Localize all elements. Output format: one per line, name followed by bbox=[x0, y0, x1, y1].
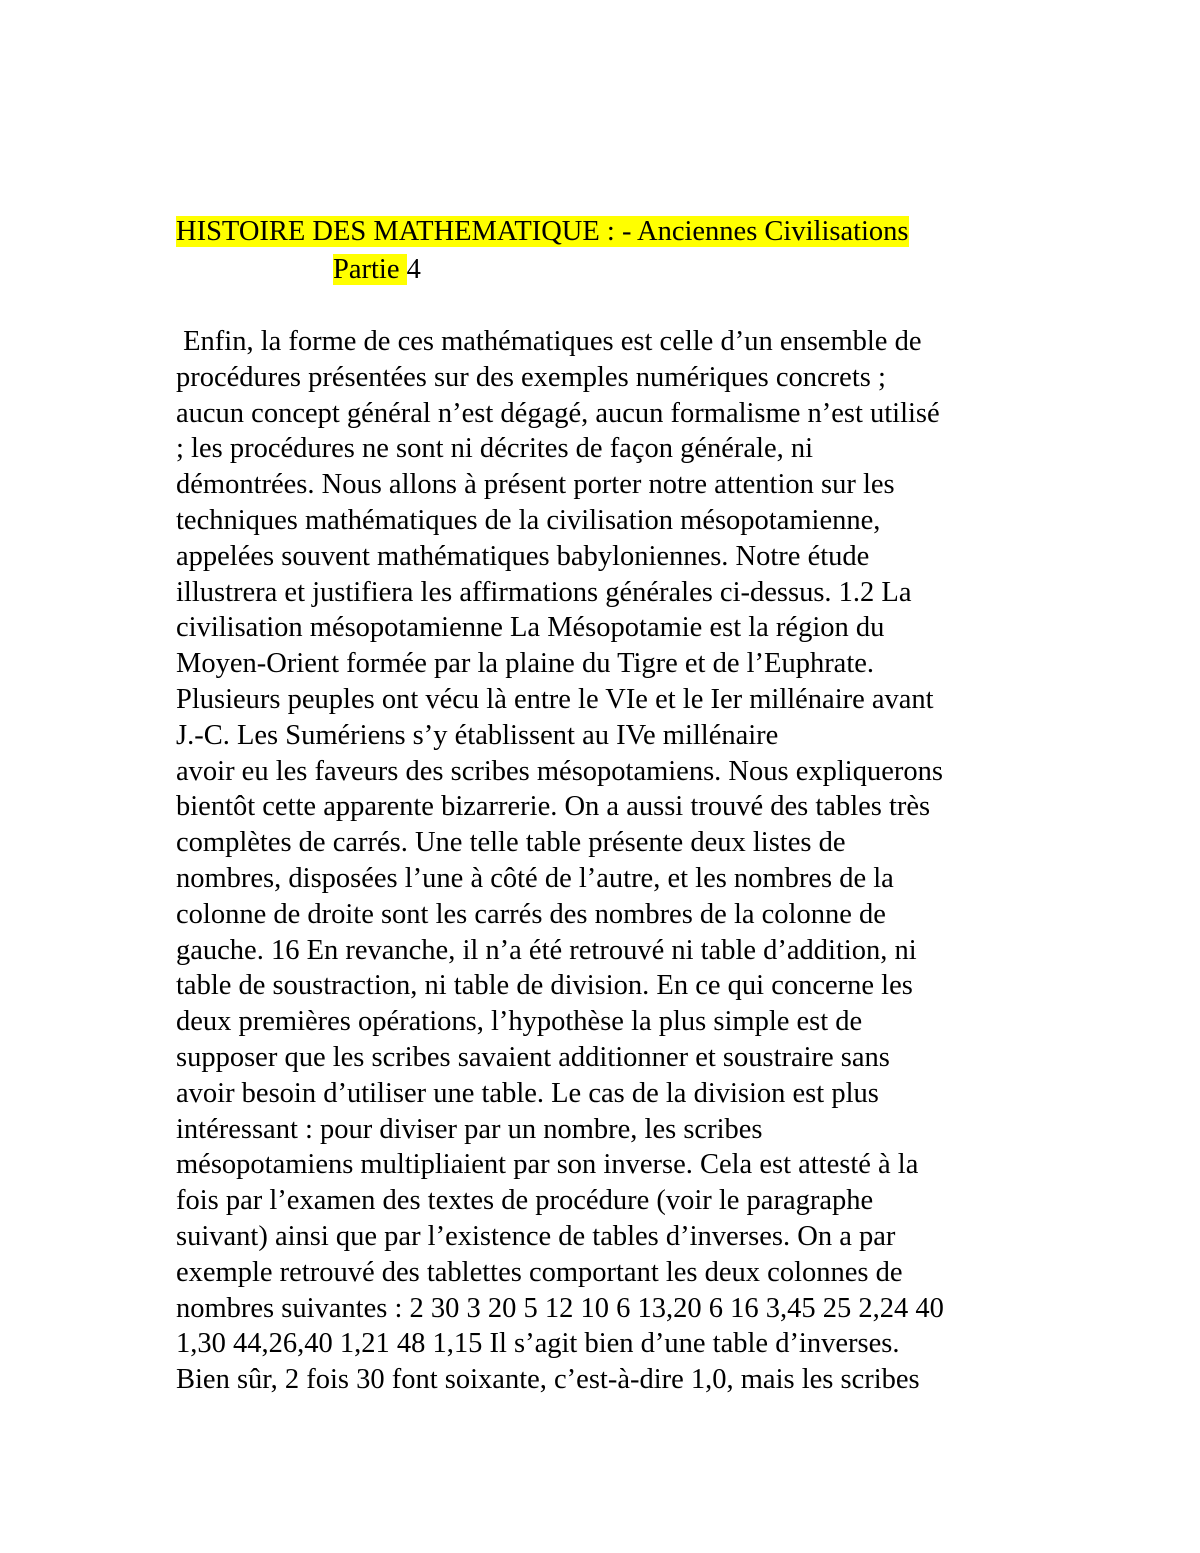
body-line: colonne de droite sont les carrés des nombres de la colonne de bbox=[176, 898, 886, 930]
body-line: aucun concept général n’est dégagé, aucun formalisme n’est utilisé bbox=[176, 397, 940, 429]
body-line: appelées souvent mathématiques babyloniennes. Notre étude bbox=[176, 540, 870, 572]
body-line: ; les procédures ne sont ni décrites de façon générale, ni bbox=[176, 433, 814, 465]
body-line: 1,30 44,26,40 1,21 48 1,15 Il s’agit bien d’une table d’inverses. bbox=[176, 1328, 900, 1360]
body-line: deux premières opérations, l’hypothèse la plus simple est de bbox=[176, 1006, 863, 1038]
body-line: procédures présentées sur des exemples numériques concrets ; bbox=[176, 361, 886, 393]
body-line: Plusieurs peuples ont vécu là entre le VIe et le Ier millénaire avant bbox=[176, 683, 934, 715]
body-line: mésopotamiens multipliaient par son inverse. Cela est attesté à la bbox=[176, 1149, 919, 1181]
body-line: intéressant : pour diviser par un nombre, les scribes bbox=[176, 1113, 763, 1145]
body-line: J.-C. Les Sumériens s’y établissent au IVe millénaire bbox=[176, 719, 779, 751]
subtitle-part-number: 4 bbox=[406, 254, 421, 285]
body-line: table de soustraction, ni table de division. En ce qui concerne les bbox=[176, 970, 913, 1002]
title-highlight: HISTOIRE DES MATHEMATIQUE : - Anciennes Civilisations bbox=[176, 216, 909, 247]
body-line: nombres, disposées l’une à côté de l’autre, et les nombres de la bbox=[176, 862, 894, 894]
body-line: illustrera et justifiera les affirmations générales ci-dessus. 1.2 La bbox=[176, 576, 912, 608]
body-line: Enfin, la forme de ces mathématiques est celle d’un ensemble de bbox=[176, 326, 922, 357]
body-line: techniques mathématiques de la civilisation mésopotamienne, bbox=[176, 504, 881, 536]
body-line: fois par l’examen des textes de procédure (voir le paragraphe bbox=[176, 1185, 874, 1217]
body-line: gauche. 16 En revanche, il n’a été retrouvé ni table d’addition, ni bbox=[176, 934, 917, 966]
body-line: supposer que les scribes savaient additionner et soustraire sans bbox=[176, 1041, 890, 1073]
body-paragraph bbox=[176, 324, 1056, 1398]
body-line: Moyen-Orient formée par la plaine du Tigre et de l’Euphrate. bbox=[176, 648, 875, 680]
body-line: bientôt cette apparente bizarrerie. On a aussi trouvé des tables très bbox=[176, 791, 931, 823]
body-line: démontrées. Nous allons à présent porter notre attention sur les bbox=[176, 469, 895, 501]
document-subtitle bbox=[333, 252, 421, 288]
body-line: avoir eu les faveurs des scribes mésopotamiens. Nous expliquerons bbox=[176, 755, 943, 787]
body-line: exemple retrouvé des tablettes comportant les deux colonnes de bbox=[176, 1256, 903, 1288]
body-line: civilisation mésopotamienne La Mésopotamie est la région du bbox=[176, 612, 885, 644]
body-line: suivant) ainsi que par l’existence de tables d’inverses. On a par bbox=[176, 1220, 896, 1252]
body-line: avoir besoin d’utiliser une table. Le cas de la division est plus bbox=[176, 1077, 879, 1109]
subtitle-highlight: Partie bbox=[333, 254, 407, 285]
body-line: nombres suivantes : 2 30 3 20 5 12 10 6 13,20 6 16 3,45 25 2,24 40 bbox=[176, 1292, 944, 1324]
body-line: complètes de carrés. Une telle table présente deux listes de bbox=[176, 827, 846, 859]
body-line: Bien sûr, 2 fois 30 font soixante, c’est-à-dire 1,0, mais les scribes bbox=[176, 1364, 920, 1396]
document-title bbox=[176, 214, 909, 250]
